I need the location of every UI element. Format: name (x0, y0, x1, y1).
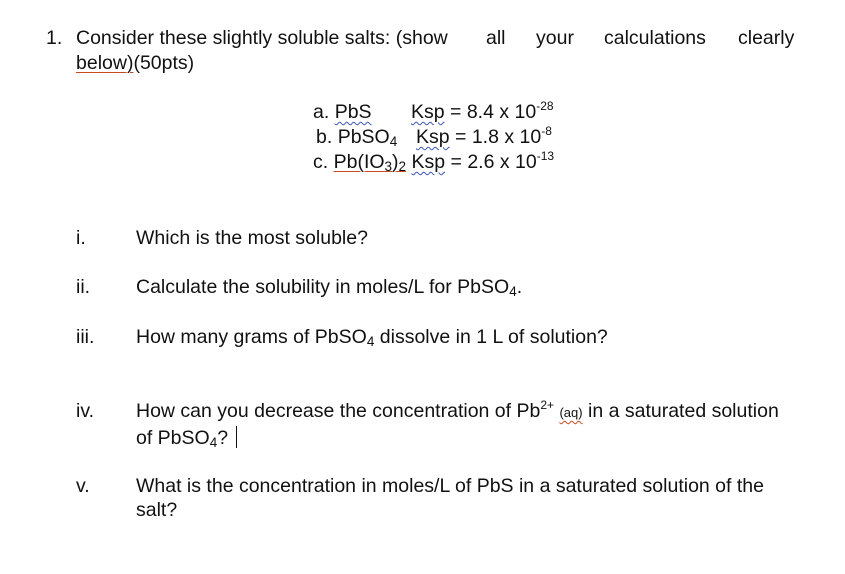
subq-text-iv: How can you decrease the concentration of $Pb^{2+}$ (aq) in a saturated solution (136, 398, 779, 422)
salt-c-ksp-exponent: -13 (536, 149, 555, 163)
salt-a-ksp-label: Ksp (411, 101, 445, 123)
question-word-calculations: calculations (604, 27, 706, 49)
salt-b-formula: PbSO4 (337, 126, 398, 149)
salt-b (316, 128, 397, 148)
salt-a-ksp (411, 99, 554, 123)
subq-numeral-v: v. (76, 475, 90, 497)
subq-text-ii: Calculate the solubility in moles/L for PbSO4. (136, 276, 523, 299)
subq-numeral-i: i. (76, 227, 86, 249)
salt-c-ksp-label: Ksp (411, 151, 446, 173)
below-text: below) (76, 52, 134, 74)
subq-numeral-iv: iv. (76, 400, 95, 422)
subq-text-iv-line2: of PbSO4? (136, 426, 237, 449)
salt-c (313, 149, 555, 174)
salt-c-formula: Pb(IO3)2 (333, 151, 407, 174)
text-cursor[interactable] (236, 426, 237, 448)
subq-text-i: Which is the most soluble? (136, 227, 368, 249)
salt-a-formula: PbS (334, 101, 372, 123)
question-word-all: all (486, 27, 506, 49)
salt-a-ksp-value: = 8.4 x 10 (450, 101, 537, 123)
salt-a-ksp-exponent: -28 (536, 99, 554, 113)
subq-numeral-iii: iii. (76, 326, 95, 348)
question-intro-line2 (76, 54, 194, 74)
salt-b-ksp-value: = 1.8 x 10 (455, 126, 542, 148)
salt-b-ksp-exponent: -8 (541, 124, 552, 138)
salt-b-ksp-label: Ksp (416, 126, 450, 148)
subq-text-v: What is the concentration in moles/L of PbS in a saturated solution of the (136, 475, 764, 497)
subq-text-v-line2: salt? (136, 499, 178, 521)
salt-a-letter: a. (313, 101, 330, 123)
subq-numeral-ii: ii. (76, 276, 91, 298)
question-word-clearly: clearly (738, 27, 795, 49)
aq-state-label: (aq) (559, 405, 583, 420)
salt-c-letter: c. (313, 151, 329, 173)
question-intro: Consider these slightly soluble salts: (show (76, 27, 448, 49)
points-text: (50pts) (133, 52, 195, 74)
subq-text-iii: How many grams of PbSO4 dissolve in 1 L of solution? (136, 326, 608, 349)
salt-b-ksp (416, 124, 552, 148)
salt-c-ksp-value: = 2.6 x 10 (450, 151, 537, 173)
question-word-your: your (536, 27, 574, 49)
salt-b-letter: b. (316, 126, 333, 148)
question-number: 1. (46, 27, 63, 49)
salt-a (313, 103, 372, 123)
